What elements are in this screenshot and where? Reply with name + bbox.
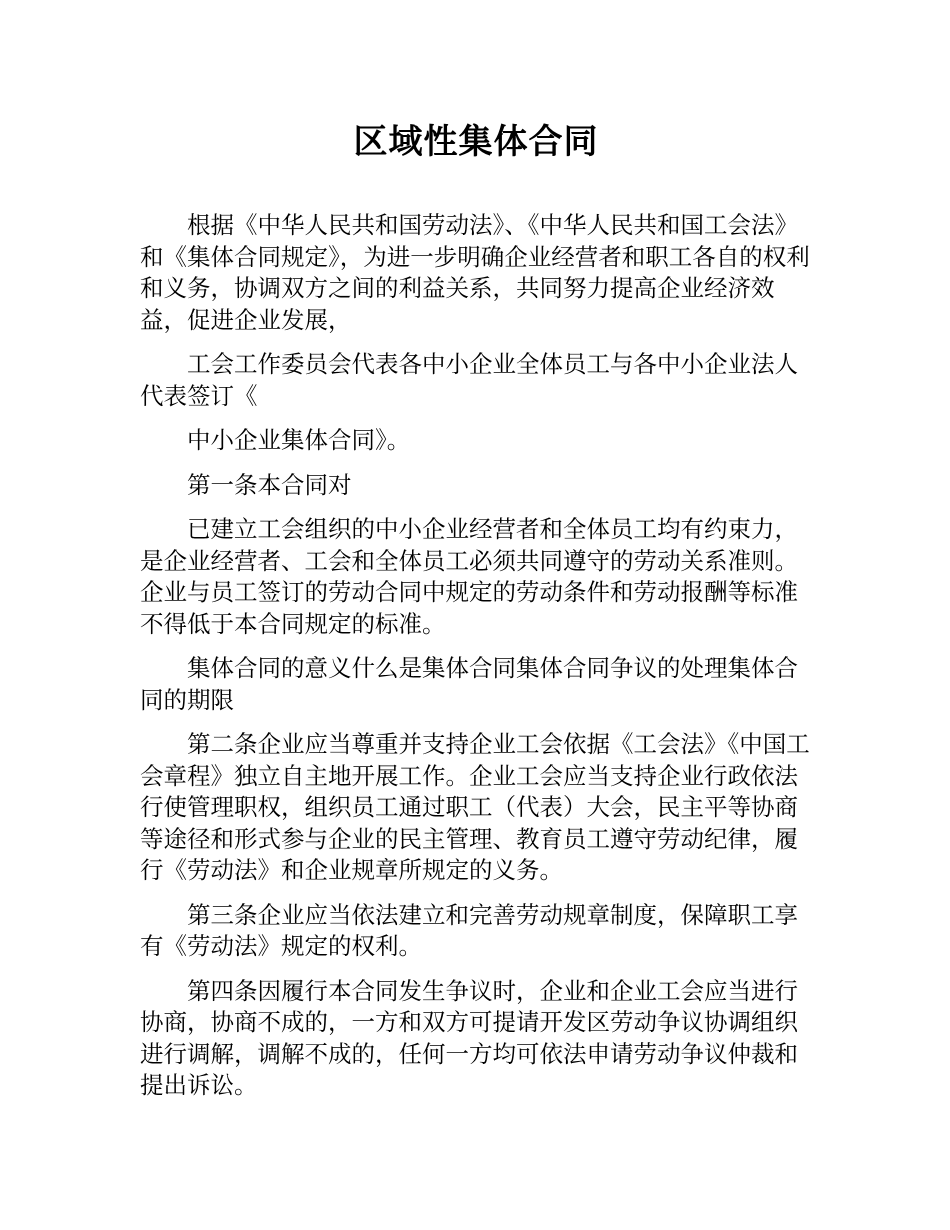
paragraph-article-1-heading: 第一条本合同对	[187, 470, 352, 499]
paragraph-article-4: 第四条因履行本合同发生争议时，企业和企业工会应当进行协商，协商不成的，一方和双方可提请开发区劳动争议协调组织进行调解，调解不成的，任何一方均可依法申请劳动争议仲裁和提出诉讼。	[140, 976, 798, 1099]
paragraph-signing-parties: 工会工作委员会代表各中小企业全体员工与各中小企业法人代表签订《	[140, 350, 798, 410]
paragraph-related-topics: 集体合同的意义什么是集体合同集体合同争议的处理集体合同的期限	[140, 654, 798, 714]
document-title: 区域性集体合同	[353, 122, 599, 162]
paragraph-article-1-body: 已建立工会组织的中小企业经营者和全体员工均有约束力，是企业经营者、工会和全体员工必须共同遵守的劳动关系准则。企业与员工签订的劳动合同中规定的劳动条件和劳动报酬等标准不得低于本合同规定的标准。	[140, 515, 798, 638]
paragraph-contract-name: 中小企业集体合同》。	[187, 426, 411, 454]
paragraph-preamble: 根据《中华人民共和国劳动法》、《中华人民共和国工会法》和《集体合同规定》，为进一步明确企业经营者和职工各自的权利和义务，协调双方之间的利益关系，共同努力提高企业经济效益，促进企业发展，	[140, 211, 810, 334]
paragraph-article-3: 第三条企业应当依法建立和完善劳动规章制度，保障职工享有《劳动法》规定的权利。	[140, 900, 798, 960]
paragraph-article-2: 第二条企业应当尊重并支持企业工会依据《工会法》《中国工会章程》独立自主地开展工作。企业工会应当支持企业行政依法行使管理职权，组织员工通过职工（代表）大会，民主平等协商等途径和形式参与企业的民主管理、教育员工遵守劳动纪律，履行《劳动法》和企业规章所规定的义务。	[140, 730, 810, 884]
